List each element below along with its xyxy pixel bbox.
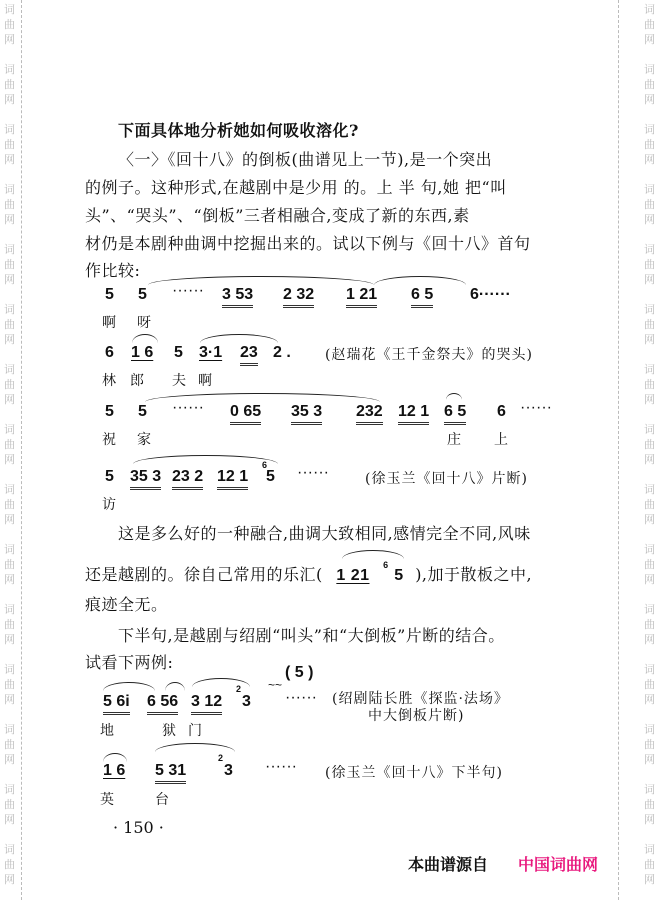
watermark-text: 词 曲 网 [4, 3, 15, 46]
score-caption: (徐玉兰《回十八》下半句) [325, 765, 503, 781]
watermark-text: 词 曲 网 [4, 483, 15, 526]
section-heading: 下面具体地分析她如何吸收溶化? [118, 121, 359, 140]
watermark-text: 词 曲 网 [644, 783, 655, 826]
inline-note: 5 [394, 567, 404, 584]
note: 5 [105, 403, 114, 420]
paragraph-line: 这是多么好的一种融合,曲调大致相同,感情完全不同,风味 [118, 524, 531, 543]
watermark-text: 词 曲 网 [644, 243, 655, 286]
paragraph-line: 作比较: [85, 261, 141, 280]
lyric: 门 [188, 723, 202, 739]
lyric: 英 [100, 792, 114, 808]
slur [200, 334, 278, 343]
note-group: 6 5 [444, 403, 466, 425]
paragraph-line: 试看下两例: [85, 653, 174, 672]
slur [103, 682, 155, 691]
watermark-text: 词 曲 网 [644, 483, 655, 526]
watermark-text: 词 曲 网 [644, 663, 655, 706]
lyric: 夫 [172, 373, 186, 389]
watermark-text: 词 曲 网 [4, 243, 15, 286]
watermark-text: 词 曲 网 [4, 123, 15, 166]
watermark-text: 词 曲 网 [4, 723, 15, 766]
paragraph-line [85, 562, 532, 585]
note-group: 3·1 [199, 344, 223, 361]
watermark-text: 词 曲 网 [644, 3, 655, 46]
ellipsis: ······ [265, 758, 297, 775]
watermark-left [0, 0, 22, 900]
lyric: 访 [102, 497, 116, 513]
note: 5 [105, 286, 114, 303]
note: 5 [266, 468, 275, 485]
watermark-right [618, 0, 655, 900]
grace-note: 2 [236, 684, 242, 694]
lyric: 狱 [162, 723, 176, 739]
note: 6······ [470, 286, 511, 303]
paragraph-line: 〈一〉《回十八》的倒板(曲谱见上一节),是一个突出 [118, 150, 493, 169]
grace-note: 2 [218, 753, 224, 763]
note-group: 2 32 [283, 286, 314, 308]
slur [133, 455, 278, 464]
lyric: 郎 [130, 373, 144, 389]
watermark-text: 词 曲 网 [4, 783, 15, 826]
score-caption: 中大倒板片断) [368, 708, 465, 724]
watermark-text: 词 曲 网 [4, 663, 15, 706]
dashed-border-right [618, 0, 619, 900]
note-group: 5 6i [103, 693, 130, 715]
ellipsis: ······ [520, 399, 552, 416]
ellipsis: ······ [172, 399, 204, 416]
note: 5 [105, 468, 114, 485]
watermark-text: 词 曲 网 [4, 63, 15, 106]
paragraph-text: 还是越剧的。徐自己常用的乐汇( [85, 565, 323, 584]
slur [103, 753, 127, 762]
grace-note: 6 [383, 560, 389, 570]
lyric: 台 [155, 792, 169, 808]
lyric: 祝 [102, 432, 116, 448]
note: 5 [138, 403, 147, 420]
watermark-text: 词 曲 网 [4, 303, 15, 346]
note-group: 35 3 [291, 403, 322, 425]
note-group: 232 [356, 403, 383, 425]
slur [132, 334, 158, 343]
slur [192, 678, 250, 687]
lyric: 庄 [447, 432, 461, 448]
lyric: 啊 [198, 373, 212, 389]
watermark-text: 词 曲 网 [644, 423, 655, 466]
note: 6 [105, 344, 114, 361]
lyric: 呀 [137, 315, 151, 331]
watermark-text: 词 曲 网 [644, 603, 655, 646]
note: 2 . [273, 344, 291, 361]
note-group: 12 1 [398, 403, 429, 425]
note: 5 [138, 286, 147, 303]
note-group: 23 [240, 344, 258, 366]
note-group: 35 3 [130, 468, 161, 490]
watermark-text: 词 曲 网 [4, 363, 15, 406]
watermark-text: 词 曲 网 [644, 303, 655, 346]
watermark-text: 词 曲 网 [644, 63, 655, 106]
watermark-text: 词 曲 网 [644, 543, 655, 586]
note-group: 1 6 [103, 762, 126, 779]
note-group: 5 31 [155, 762, 186, 784]
note: 5 [174, 344, 183, 361]
note-group: 23 2 [172, 468, 203, 490]
lyric: 上 [494, 432, 508, 448]
lyric: 家 [137, 432, 151, 448]
watermark-text: 词 曲 网 [644, 723, 655, 766]
paragraph-line: 下半句,是越剧与绍剧“叫头”和“大倒板”片断的结合。 [118, 626, 505, 645]
watermark-text: 词 曲 网 [4, 543, 15, 586]
note-group: 3 53 [222, 286, 253, 308]
paragraph-line: 痕迹全无。 [85, 595, 168, 614]
score-caption: (徐玉兰《回十八》片断) [365, 471, 528, 487]
watermark-text: 词 曲 网 [644, 363, 655, 406]
note-group: 12 1 [217, 468, 248, 490]
footer-source-label: 本曲谱源自 [408, 855, 489, 874]
inline-note-group: 1 21 [336, 567, 370, 584]
slur [155, 743, 235, 752]
paragraph-line: 的例子。这种形式,在越剧中是少用 的。上 半 句,她 把“叫 [85, 178, 507, 197]
slur [342, 550, 404, 559]
dashed-border-left [21, 0, 22, 900]
paren-note: ( 5 ) [285, 664, 314, 681]
slur [374, 276, 466, 285]
watermark-text: 词 曲 网 [644, 843, 655, 886]
note: 3 [242, 693, 251, 710]
watermark-text: 词 曲 网 [4, 603, 15, 646]
score-caption: (绍剧陆长胜《探监·法场》 [332, 691, 509, 707]
note: 3 [224, 762, 233, 779]
note: 6 [497, 403, 506, 420]
note-group: 1 21 [346, 286, 377, 308]
note-group: 3 12 [191, 693, 222, 715]
ellipsis: ······ [172, 282, 204, 299]
note-group: 1 6 [131, 344, 154, 361]
grace-note: 6 [262, 460, 268, 470]
trill-icon: ~~ [268, 678, 283, 692]
ellipsis: ······ [285, 689, 317, 706]
watermark-text: 词 曲 网 [644, 183, 655, 226]
paragraph-text: ),加于散板之中, [415, 565, 533, 584]
ellipsis: ······ [297, 464, 329, 481]
lyric: 啊 [102, 315, 116, 331]
paragraph-line: 材仍是本剧种曲调中挖掘出来的。试以下例与《回十八》首句 [85, 234, 531, 253]
watermark-text: 词 曲 网 [4, 843, 15, 886]
footer-site-link[interactable]: 中国词曲网 [518, 855, 599, 874]
paragraph-line: 头”、“哭头”、“倒板”三者相融合,变成了新的东西,素 [85, 206, 470, 225]
watermark-text: 词 曲 网 [4, 183, 15, 226]
watermark-text: 词 曲 网 [644, 123, 655, 166]
slur [165, 682, 185, 691]
page-number: · 150 · [113, 818, 164, 837]
note-group: 0 65 [230, 403, 261, 425]
lyric: 地 [100, 723, 114, 739]
watermark-text: 词 曲 网 [4, 423, 15, 466]
note-group: 6 5 [411, 286, 433, 308]
lyric: 林 [102, 373, 116, 389]
score-caption: (赵瑞花《王千金祭夫》的哭头) [325, 347, 533, 363]
note-group: 6 56 [147, 693, 178, 715]
slur [446, 393, 462, 400]
